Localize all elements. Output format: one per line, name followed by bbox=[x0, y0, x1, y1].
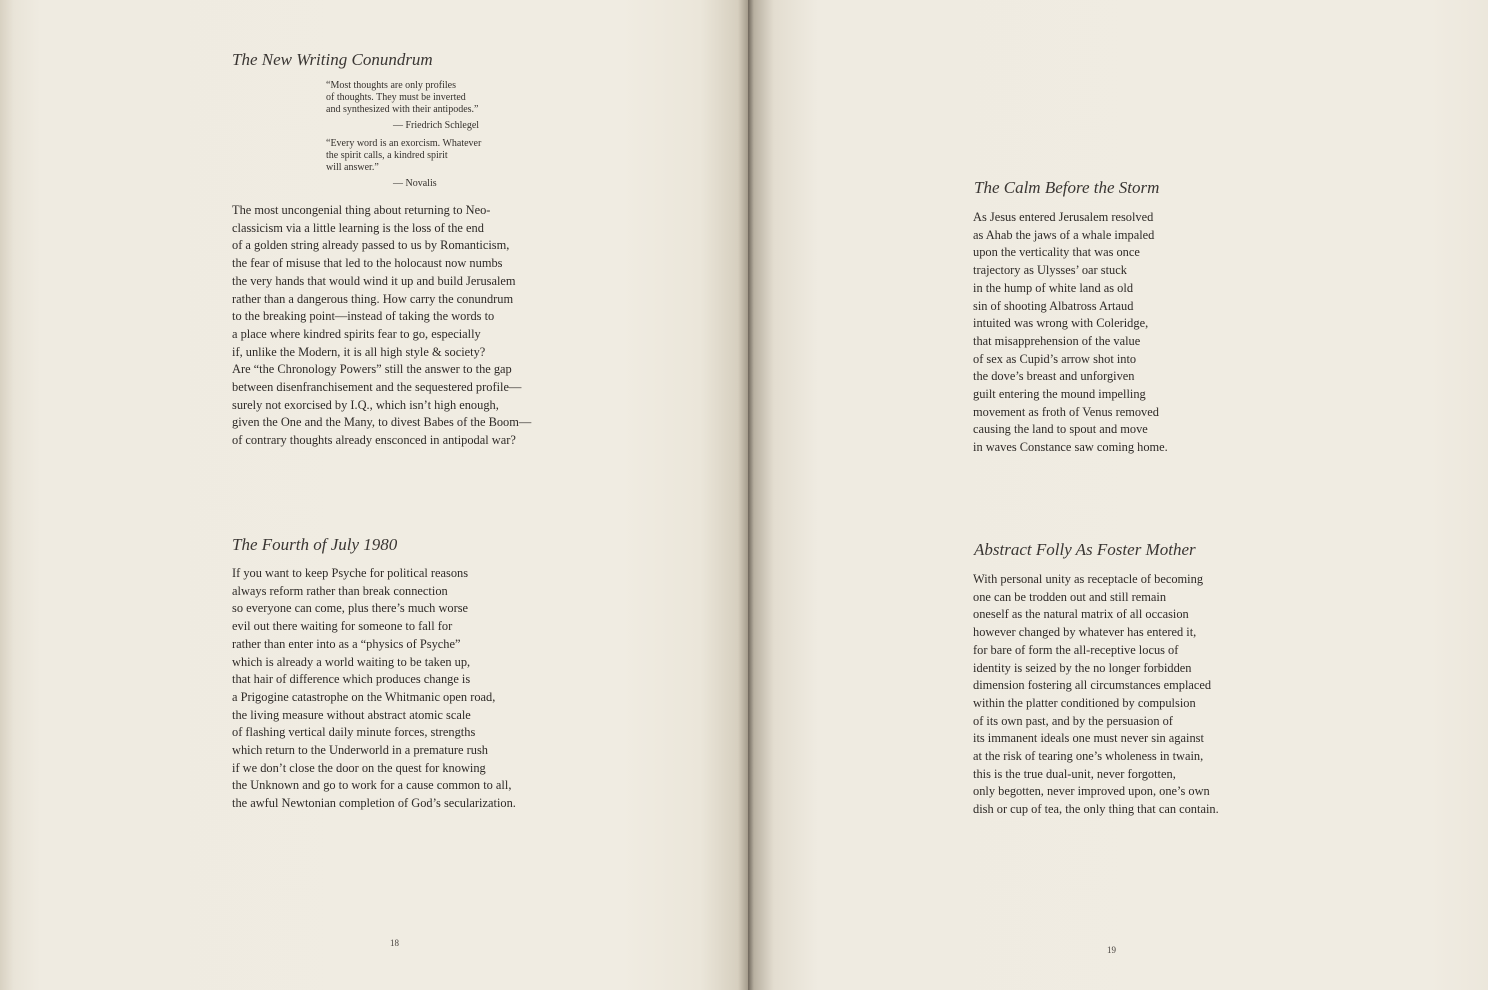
poem-body bbox=[232, 565, 516, 813]
poem-line: in the hump of white land as old bbox=[973, 280, 1134, 295]
poem-line: given the One and the Many, to divest Babes of the Boom— bbox=[232, 415, 532, 430]
poem-line: surely not exorcised by I.Q., which isn’t high enough, bbox=[232, 397, 499, 412]
poem-line: that misapprehension of the value bbox=[973, 333, 1141, 348]
poem-line: at the risk of tearing one’s wholeness in twain, bbox=[973, 749, 1204, 764]
poem-line: sin of shooting Albatross Artaud bbox=[973, 298, 1134, 313]
poem-line: of its own past, and by the persuasion of bbox=[973, 713, 1173, 728]
poem-line: of contrary thoughts already ensconced in antipodal war? bbox=[232, 433, 516, 448]
right-page bbox=[748, 0, 1488, 990]
poem-line: With personal unity as receptacle of becoming bbox=[973, 572, 1204, 586]
poem-line: As Jesus entered Jerusalem resolved bbox=[973, 210, 1154, 224]
epigraph-line: of thoughts. They must be inverted bbox=[326, 92, 466, 104]
epigraph-novalis bbox=[326, 138, 481, 175]
epigraph-attribution: — Friedrich Schlegel bbox=[393, 120, 480, 131]
poem-line: upon the verticality that was once bbox=[973, 245, 1140, 260]
poem-line: the Unknown and go to work for a cause common to all, bbox=[232, 778, 512, 793]
poem-line: the fear of misuse that led to the holocaust now numbs bbox=[232, 256, 503, 271]
poem-line: within the platter conditioned by compulsion bbox=[973, 695, 1196, 710]
epigraph-line: and synthesized with their antipodes.” bbox=[326, 104, 479, 116]
poem-body bbox=[232, 202, 531, 450]
page-number: 19 bbox=[1107, 945, 1116, 955]
poem-line: the awful Newtonian completion of God’s secularization. bbox=[232, 796, 516, 811]
poem-line: If you want to keep Psyche for political reasons bbox=[232, 566, 469, 580]
page-number: 18 bbox=[390, 938, 399, 948]
epigraph-line: will answer.” bbox=[326, 162, 379, 174]
poem-line: evil out there waiting for someone to fall for bbox=[232, 619, 453, 634]
epigraph-schlegel bbox=[326, 80, 478, 117]
poem-line: one can be trodden out and still remain bbox=[973, 589, 1167, 604]
epigraph-attribution: — Novalis bbox=[393, 178, 437, 189]
poem-line: dish or cup of tea, the only thing that can contain. bbox=[973, 802, 1219, 817]
poem-line: this is the true dual-unit, never forgotten, bbox=[973, 766, 1176, 781]
poem-line: of flashing vertical daily minute forces, strengths bbox=[232, 725, 476, 740]
poem-line: the very hands that would wind it up and build Jerusalem bbox=[232, 273, 516, 288]
poem-line: only begotten, never improved upon, one’s own bbox=[973, 784, 1210, 799]
poem-body bbox=[973, 571, 1219, 819]
poem-line: between disenfranchisement and the sequestered profile— bbox=[232, 380, 522, 395]
poem-line: the dove’s breast and unforgiven bbox=[973, 369, 1135, 384]
poem-line: the living measure without abstract atomic scale bbox=[232, 707, 471, 722]
poem-body bbox=[973, 209, 1168, 457]
poem-line: movement as froth of Venus removed bbox=[973, 404, 1159, 419]
poem-line: that hair of difference which produces change is bbox=[232, 672, 471, 687]
poem-line: if we don’t close the door on the quest for knowing bbox=[232, 760, 486, 775]
poem-line: for bare of form the all-receptive locus of bbox=[973, 642, 1179, 657]
poem-line: a Prigogine catastrophe on the Whitmanic open road, bbox=[232, 689, 496, 704]
poem-line: of a golden string already passed to us by Romanticism, bbox=[232, 238, 510, 253]
poem-line: causing the land to spout and move bbox=[973, 422, 1148, 437]
poem-line: identity is seized by the no longer forbidden bbox=[973, 660, 1192, 675]
poem-title: The New Writing Conundrum bbox=[232, 50, 433, 69]
poem-line: The most uncongenial thing about returning to Neo- bbox=[232, 203, 491, 217]
poem-line: a place where kindred spirits fear to go, especially bbox=[232, 326, 481, 341]
poem-line: rather than a dangerous thing. How carry the conundrum bbox=[232, 291, 514, 306]
poem-line: guilt entering the mound impelling bbox=[973, 387, 1146, 402]
poem-title: The Fourth of July 1980 bbox=[232, 535, 398, 554]
poem-title: Abstract Folly As Foster Mother bbox=[974, 540, 1196, 559]
poem-line: so everyone can come, plus there’s much worse bbox=[232, 601, 469, 616]
poem-line: rather than enter into as a “physics of Psyche” bbox=[232, 636, 461, 651]
poem-line: dimension fostering all circumstances emplaced bbox=[973, 678, 1212, 693]
poem-line: trajectory as Ulysses’ oar stuck bbox=[973, 263, 1127, 278]
poem-line: in waves Constance saw coming home. bbox=[973, 440, 1168, 455]
epigraph-line: “Every word is an exorcism. Whatever bbox=[326, 138, 482, 149]
epigraph-line: “Most thoughts are only profiles bbox=[326, 80, 456, 91]
poem-line: if, unlike the Modern, it is all high style & society? bbox=[232, 344, 486, 359]
poem-line: its immanent ideals one must never sin against bbox=[973, 731, 1204, 746]
poem-line: however changed by whatever has entered it, bbox=[973, 625, 1197, 640]
poem-line: which is already a world waiting to be taken up, bbox=[232, 654, 471, 669]
poem-line: which return to the Underworld in a premature rush bbox=[232, 743, 488, 758]
poem-line: intuited was wrong with Coleridge, bbox=[973, 316, 1149, 331]
epigraph-line: the spirit calls, a kindred spirit bbox=[326, 150, 448, 162]
poem-line: always reform rather than break connection bbox=[232, 583, 448, 598]
poem-line: as Ahab the jaws of a whale impaled bbox=[973, 227, 1155, 242]
poem-line: to the breaking point—instead of taking the words to bbox=[232, 309, 495, 324]
poem-line: of sex as Cupid’s arrow shot into bbox=[973, 351, 1137, 366]
poem-line: classicism via a little learning is the loss of the end bbox=[232, 220, 484, 235]
poem-line: oneself as the natural matrix of all occasion bbox=[973, 607, 1189, 622]
poem-title: The Calm Before the Storm bbox=[974, 178, 1160, 197]
poem-line: Are “the Chronology Powers” still the answer to the gap bbox=[232, 362, 512, 377]
